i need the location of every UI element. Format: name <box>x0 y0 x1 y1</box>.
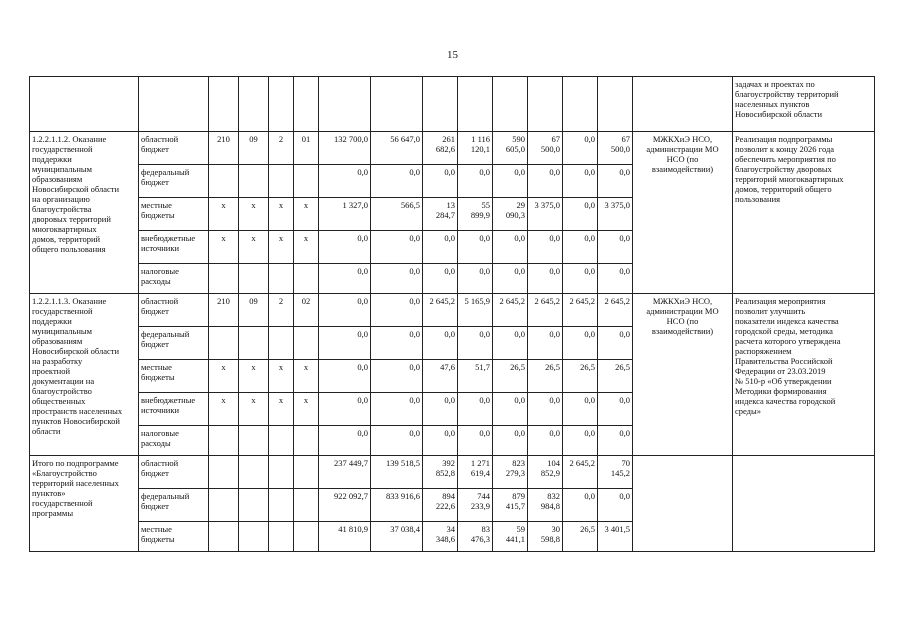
total-row <box>30 456 875 489</box>
code-cell <box>239 327 269 360</box>
value-cell: 833 916,6 <box>371 489 423 522</box>
code-cell <box>294 327 319 360</box>
empty-cell <box>294 456 319 489</box>
code-cell: х <box>269 231 294 264</box>
funding-source-cell: федеральный бюджет <box>139 165 209 198</box>
empty-cell <box>633 77 733 132</box>
total-name-cell: Итого по подпрограмме «Благоустройство территорий населенных пунктов» государственной программы <box>30 456 139 552</box>
empty-cell <box>371 77 423 132</box>
value-cell: 0,0 <box>319 294 371 327</box>
value-cell: 0,0 <box>371 264 423 294</box>
table-row <box>30 132 875 165</box>
code-cell: х <box>209 231 239 264</box>
code-cell <box>269 327 294 360</box>
value-cell: 0,0 <box>458 231 493 264</box>
code-cell <box>209 426 239 456</box>
value-cell: 0,0 <box>528 231 563 264</box>
value-cell: 3 401,5 <box>598 522 633 552</box>
value-cell: 67 500,0 <box>598 132 633 165</box>
code-cell: 210 <box>209 294 239 327</box>
value-cell: 590 605,0 <box>493 132 528 165</box>
value-cell: 0,0 <box>423 231 458 264</box>
table-body <box>30 77 875 552</box>
code-cell <box>294 264 319 294</box>
funding-source-cell: местные бюджеты <box>139 360 209 393</box>
code-cell: х <box>294 198 319 231</box>
empty-cell <box>563 77 598 132</box>
value-cell: 0,0 <box>598 426 633 456</box>
value-cell: 0,0 <box>598 264 633 294</box>
value-cell: 0,0 <box>598 231 633 264</box>
value-cell: 26,5 <box>598 360 633 393</box>
value-cell: 0,0 <box>371 426 423 456</box>
continuation-row <box>30 77 875 132</box>
value-cell: 26,5 <box>563 522 598 552</box>
code-cell <box>239 165 269 198</box>
value-cell: 0,0 <box>563 198 598 231</box>
value-cell: 0,0 <box>423 393 458 426</box>
value-cell: 0,0 <box>493 264 528 294</box>
value-cell: 392 852,8 <box>423 456 458 489</box>
code-cell <box>239 426 269 456</box>
value-cell: 1 327,0 <box>319 198 371 231</box>
value-cell: 41 810,9 <box>319 522 371 552</box>
empty-cell <box>269 489 294 522</box>
value-cell: 70 145,2 <box>598 456 633 489</box>
value-cell: 55 899,9 <box>458 198 493 231</box>
value-cell: 3 375,0 <box>598 198 633 231</box>
value-cell: 1 271 619,4 <box>458 456 493 489</box>
value-cell: 3 375,0 <box>528 198 563 231</box>
empty-cell <box>294 489 319 522</box>
value-cell: 51,7 <box>458 360 493 393</box>
value-cell: 922 092,7 <box>319 489 371 522</box>
empty-cell <box>139 77 209 132</box>
value-cell: 2 645,2 <box>423 294 458 327</box>
empty-cell <box>294 522 319 552</box>
funding-source-cell: внебюджетные источники <box>139 231 209 264</box>
value-cell: 0,0 <box>319 327 371 360</box>
value-cell: 0,0 <box>371 327 423 360</box>
value-cell: 37 038,4 <box>371 522 423 552</box>
code-cell: х <box>209 393 239 426</box>
value-cell: 0,0 <box>598 393 633 426</box>
code-cell: х <box>294 231 319 264</box>
empty-cell <box>458 77 493 132</box>
empty-cell <box>528 77 563 132</box>
value-cell: 0,0 <box>528 393 563 426</box>
empty-cell <box>598 77 633 132</box>
value-cell: 0,0 <box>319 264 371 294</box>
code-cell: х <box>209 198 239 231</box>
value-cell: 26,5 <box>493 360 528 393</box>
funding-source-cell: налоговые расходы <box>139 264 209 294</box>
code-cell <box>209 165 239 198</box>
code-cell: х <box>209 360 239 393</box>
value-cell: 0,0 <box>493 165 528 198</box>
value-cell: 0,0 <box>371 294 423 327</box>
empty-cell <box>209 456 239 489</box>
expected-result-cell: Реализация мероприятия позволит улучшить показатели индекса качества городской среды, методика расчета которого утверждена распоряжением Правительства Российской Федерации от 23.03.2019 № 510-р «Об утверждении Методики формирования индекса качества городской среды» <box>733 294 875 456</box>
empty-cell <box>269 456 294 489</box>
value-cell: 47,6 <box>423 360 458 393</box>
code-cell <box>209 264 239 294</box>
value-cell: 1 116 120,1 <box>458 132 493 165</box>
value-cell: 2 645,2 <box>598 294 633 327</box>
empty-cell <box>733 456 875 552</box>
code-cell: х <box>269 360 294 393</box>
code-cell: х <box>239 198 269 231</box>
value-cell: 0,0 <box>528 327 563 360</box>
code-cell <box>269 165 294 198</box>
value-cell: 0,0 <box>493 393 528 426</box>
value-cell: 0,0 <box>319 231 371 264</box>
budget-table <box>29 76 875 552</box>
value-cell: 0,0 <box>423 165 458 198</box>
value-cell: 2 645,2 <box>528 294 563 327</box>
value-cell: 0,0 <box>528 426 563 456</box>
value-cell: 132 700,0 <box>319 132 371 165</box>
value-cell: 2 645,2 <box>563 456 598 489</box>
empty-cell <box>209 489 239 522</box>
code-cell: х <box>294 360 319 393</box>
value-cell: 26,5 <box>563 360 598 393</box>
value-cell: 894 222,6 <box>423 489 458 522</box>
value-cell: 0,0 <box>458 165 493 198</box>
value-cell: 13 284,7 <box>423 198 458 231</box>
value-cell: 0,0 <box>458 327 493 360</box>
funding-source-cell: внебюджетные источники <box>139 393 209 426</box>
code-cell <box>294 426 319 456</box>
value-cell: 2 645,2 <box>563 294 598 327</box>
code-cell: 210 <box>209 132 239 165</box>
code-cell: х <box>239 393 269 426</box>
value-cell: 0,0 <box>458 393 493 426</box>
page-number: 15 <box>447 49 458 61</box>
value-cell: 83 476,3 <box>458 522 493 552</box>
code-cell: 2 <box>269 132 294 165</box>
value-cell: 5 165,9 <box>458 294 493 327</box>
value-cell: 0,0 <box>371 231 423 264</box>
funding-source-cell: налоговые расходы <box>139 426 209 456</box>
funding-source-cell: федеральный бюджет <box>139 489 209 522</box>
value-cell: 0,0 <box>563 165 598 198</box>
code-cell: х <box>239 360 269 393</box>
value-cell: 104 852,9 <box>528 456 563 489</box>
value-cell: 0,0 <box>423 426 458 456</box>
code-cell: 2 <box>269 294 294 327</box>
code-cell: х <box>269 393 294 426</box>
value-cell: 0,0 <box>563 489 598 522</box>
value-cell: 0,0 <box>319 360 371 393</box>
value-cell: 832 984,8 <box>528 489 563 522</box>
value-cell: 879 415,7 <box>493 489 528 522</box>
value-cell: 0,0 <box>458 426 493 456</box>
code-cell <box>269 426 294 456</box>
value-cell: 0,0 <box>528 165 563 198</box>
value-cell: 566,5 <box>371 198 423 231</box>
code-cell: х <box>239 231 269 264</box>
code-cell: х <box>294 393 319 426</box>
executor-cell: МЖКХиЭ НСО, администрации МО НСО (по взаимодействии) <box>633 132 733 294</box>
value-cell: 0,0 <box>371 393 423 426</box>
code-cell: х <box>269 198 294 231</box>
funding-source-cell: областной бюджет <box>139 456 209 489</box>
value-cell: 0,0 <box>563 426 598 456</box>
value-cell: 0,0 <box>563 231 598 264</box>
value-cell: 0,0 <box>493 327 528 360</box>
value-cell: 34 348,6 <box>423 522 458 552</box>
value-cell: 823 279,3 <box>493 456 528 489</box>
value-cell: 0,0 <box>423 327 458 360</box>
empty-cell <box>269 77 294 132</box>
value-cell: 56 647,0 <box>371 132 423 165</box>
value-cell: 0,0 <box>319 426 371 456</box>
empty-cell <box>239 456 269 489</box>
value-cell: 0,0 <box>528 264 563 294</box>
value-cell: 29 090,3 <box>493 198 528 231</box>
code-cell <box>209 327 239 360</box>
value-cell: 30 598,8 <box>528 522 563 552</box>
code-cell: 02 <box>294 294 319 327</box>
value-cell: 0,0 <box>458 264 493 294</box>
value-cell: 0,0 <box>493 426 528 456</box>
measure-name-cell: 1.2.2.1.1.2. Оказание государственной поддержки муниципальным образованиям Новосибирской области на организацию благоустройства дворовых территорий многоквартирных домов, территорий общего пользования <box>30 132 139 294</box>
code-cell: 09 <box>239 294 269 327</box>
measure-name-cell: 1.2.2.1.1.3. Оказание государственной поддержки муниципальным образованиям Новосибирской области на разработку проектной документации на благоустройство общественных пространств населенных пунктов Новосибирской области <box>30 294 139 456</box>
empty-cell <box>269 522 294 552</box>
executor-cell: МЖКХиЭ НСО, администрации МО НСО (по взаимодействии) <box>633 294 733 456</box>
empty-cell <box>239 522 269 552</box>
code-cell: 01 <box>294 132 319 165</box>
empty-cell <box>493 77 528 132</box>
value-cell: 0,0 <box>563 132 598 165</box>
empty-cell <box>294 77 319 132</box>
value-cell: 0,0 <box>563 264 598 294</box>
value-cell: 744 233,9 <box>458 489 493 522</box>
funding-source-cell: местные бюджеты <box>139 522 209 552</box>
table-row <box>30 294 875 327</box>
value-cell: 59 441,1 <box>493 522 528 552</box>
empty-cell <box>209 77 239 132</box>
value-cell: 0,0 <box>319 393 371 426</box>
code-cell <box>294 165 319 198</box>
expected-result-cell: Реализация подпрограммы позволит к концу 2026 года обеспечить мероприятия по благоустройству дворовых территорий многоквартирных домов, территорий общего пользования <box>733 132 875 294</box>
value-cell: 0,0 <box>598 165 633 198</box>
value-cell: 0,0 <box>371 165 423 198</box>
funding-source-cell: областной бюджет <box>139 132 209 165</box>
code-cell <box>269 264 294 294</box>
empty-cell <box>30 77 139 132</box>
value-cell: 261 682,6 <box>423 132 458 165</box>
funding-source-cell: областной бюджет <box>139 294 209 327</box>
empty-cell <box>423 77 458 132</box>
value-cell: 0,0 <box>598 327 633 360</box>
funding-source-cell: федеральный бюджет <box>139 327 209 360</box>
continuation-result-cell: задачах и проектах по благоустройству территорий населенных пунктов Новосибирской области <box>733 77 875 132</box>
value-cell: 2 645,2 <box>493 294 528 327</box>
value-cell: 0,0 <box>493 231 528 264</box>
empty-cell <box>319 77 371 132</box>
value-cell: 0,0 <box>563 393 598 426</box>
value-cell: 26,5 <box>528 360 563 393</box>
value-cell: 139 518,5 <box>371 456 423 489</box>
value-cell: 0,0 <box>598 489 633 522</box>
empty-cell <box>633 456 733 552</box>
value-cell: 0,0 <box>563 327 598 360</box>
value-cell: 0,0 <box>423 264 458 294</box>
code-cell <box>239 264 269 294</box>
empty-cell <box>239 77 269 132</box>
value-cell: 67 500,0 <box>528 132 563 165</box>
value-cell: 237 449,7 <box>319 456 371 489</box>
value-cell: 0,0 <box>371 360 423 393</box>
code-cell: 09 <box>239 132 269 165</box>
funding-source-cell: местные бюджеты <box>139 198 209 231</box>
value-cell: 0,0 <box>319 165 371 198</box>
empty-cell <box>209 522 239 552</box>
empty-cell <box>239 489 269 522</box>
